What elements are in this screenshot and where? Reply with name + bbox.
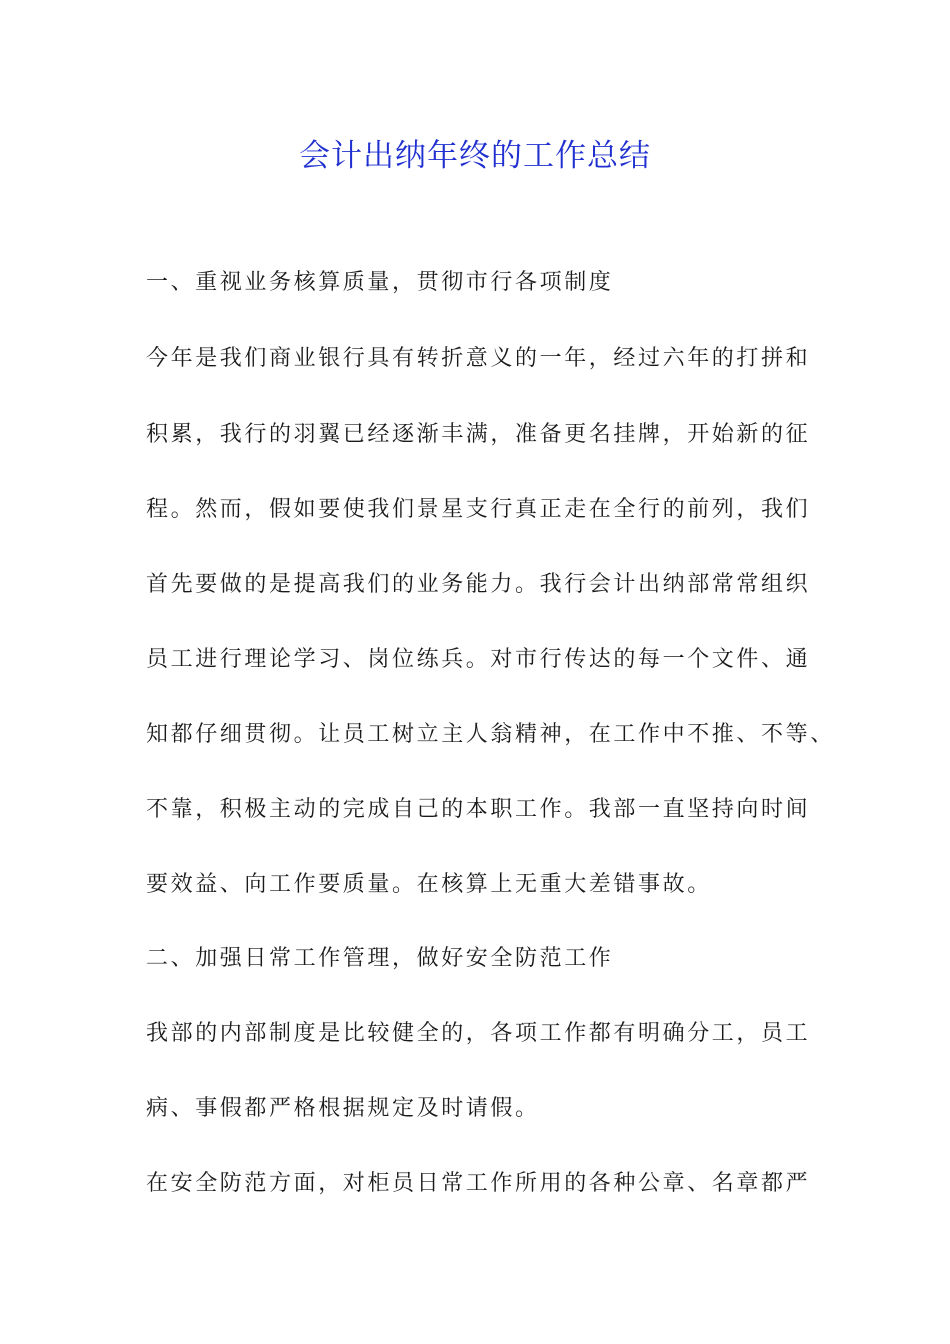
paragraph-line: 知都仔细贯彻。让员工树立主人翁精神，在工作中不推、不等、 xyxy=(146,722,835,747)
paragraph-line: 病、事假都严格根据规定及时请假。 xyxy=(146,1096,540,1121)
paragraph-line: 我部的内部制度是比较健全的，各项工作都有明确分工，员工 xyxy=(146,1021,811,1046)
paragraph-line: 程。然而，假如要使我们景星支行真正走在全行的前列，我们 xyxy=(146,497,811,522)
section-heading-2: 二、加强日常工作管理，做好安全防范工作 xyxy=(146,946,614,971)
paragraph-line: 不靠，积极主动的完成自己的本职工作。我部一直坚持向时间 xyxy=(146,797,811,822)
paragraph-line: 首先要做的是提高我们的业务能力。我行会计出纳部常常组织 xyxy=(146,572,811,597)
section-heading-1: 一、重视业务核算质量，贯彻市行各项制度 xyxy=(146,270,614,295)
paragraph-line: 要效益、向工作要质量。在核算上无重大差错事故。 xyxy=(146,872,712,897)
document-title: 会计出纳年终的工作总结 xyxy=(299,138,651,174)
paragraph-line: 在安全防范方面，对柜员日常工作所用的各种公章、名章都严 xyxy=(146,1171,811,1196)
paragraph-line: 积累，我行的羽翼已经逐渐丰满，准备更名挂牌，开始新的征 xyxy=(146,422,811,447)
paragraph-line: 今年是我们商业银行具有转折意义的一年，经过六年的打拼和 xyxy=(146,346,811,371)
paragraph-line: 员工进行理论学习、岗位练兵。对市行传达的每一个文件、通 xyxy=(146,647,811,672)
